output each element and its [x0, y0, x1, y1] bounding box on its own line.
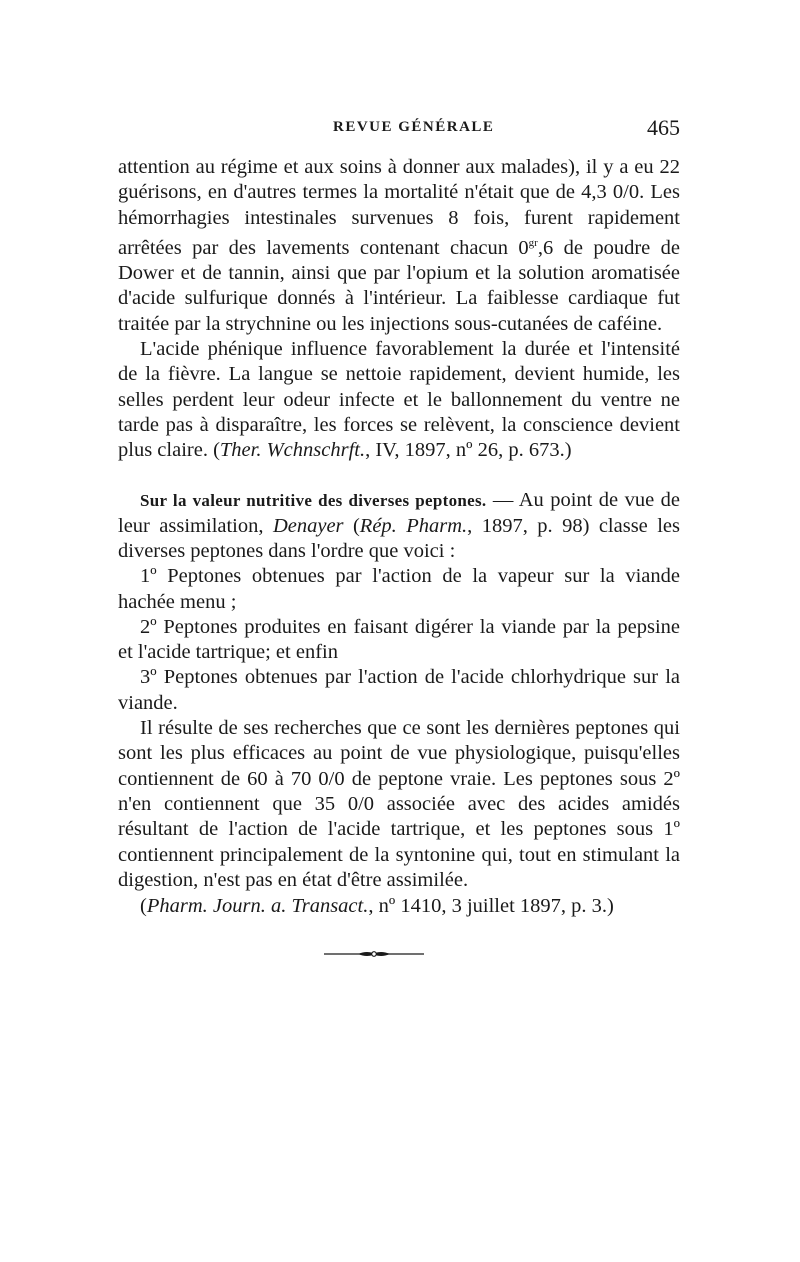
list-item [118, 665, 680, 716]
text-segment: — Au point de vue de leur assimilation, [118, 489, 680, 537]
end-ornament-icon [324, 949, 424, 959]
journal-citation: Rép. Pharm. [359, 514, 468, 537]
article-body [118, 155, 680, 919]
page-number: 465 [647, 115, 680, 140]
running-title: REVUE GÉNÉRALE [333, 119, 495, 135]
text-segment: , 1897, p. 98) classe les diverses peptones dans l'ordre que voici : [118, 514, 680, 562]
page [118, 115, 680, 959]
text-segment: , IV, 1897, nº 26, p. 673.) [365, 439, 572, 462]
list-marker-ref: 1º [663, 818, 680, 841]
list-text: Peptones obtenues par l'action de l'acide chlorhydrique sur la viande. [118, 666, 680, 714]
list-item [118, 615, 680, 666]
text-segment: attention au régime et aux soins à donner aux malades), il y a eu 22 guérisons, en d'autres termes la mortalité n'était que de 4,3 0/0. Les hémorrhagies intestinales survenues 8 fois, furent rapidement arrêtées par des lavements contenant chacun 0 [118, 156, 680, 259]
paragraph-continued [118, 155, 680, 337]
list-marker: 3º [140, 666, 157, 689]
list-marker-ref: 2º [663, 767, 680, 790]
list-text: Peptones produites en faisant digérer la viande par la pepsine et l'acide tartrique; et enfin [118, 615, 680, 664]
text-segment: ( [140, 895, 147, 918]
reference-line [118, 894, 680, 919]
running-head [118, 115, 680, 145]
list-item [118, 564, 680, 615]
list-marker: 2º [140, 615, 157, 638]
paragraph-peptones-intro [118, 488, 680, 564]
text-segment: contiennent principalement de la syntonine qui, tout en stimulant la digestion, n'est pas en état d'être assimilée. [118, 843, 680, 891]
superscript-gr: gr [528, 236, 538, 249]
list-text: Peptones obtenues par l'action de la vapeur sur la viande hachée menu ; [118, 565, 680, 613]
text-segment: , nº 1410, 3 juillet 1897, p. 3.) [368, 895, 614, 918]
section-spacer [118, 463, 680, 488]
text-segment: L'acide phénique influence favorablement la durée et l'intensité de la fièvre. La langue se nettoie rapidement, devient humide, les selles perdent leur odeur infecte et le ballonnement du ventre ne tarde pas à disparaître, les forces se relèvent, la conscience devient plus claire. ( [118, 337, 680, 462]
text-segment: n'en contiennent que 35 0/0 associée avec des acides amidés résultant de l'action de l'acide tartrique, et les peptones sous [118, 792, 680, 841]
paragraph-acide-phenique [118, 337, 680, 463]
author-name: Denayer [272, 514, 344, 537]
journal-citation: Ther. Wchnschrft. [219, 439, 366, 462]
paragraph-results [118, 716, 680, 893]
journal-citation: Pharm. Journ. a. Transact. [146, 895, 369, 918]
text-segment: ( [343, 514, 360, 537]
text-segment: ,6 de poudre de Dower et de tannin, ainsi que par l'opium et la solution aromatisée d'acide sulfurique donnés à l'intérieur. La faiblesse cardiaque fut traitée par la strychnine ou les injections sous-cutanées de caféine. [118, 236, 680, 335]
text-segment: Il résulte de ses recherches que ce sont les dernières peptones qui sont les plus efficaces au point de vue physiologique, puisqu'elles contiennent de 60 à 70 0/0 de peptone vraie. Les peptones sous [118, 717, 680, 790]
list-marker: 1º [140, 565, 157, 588]
section-title: Sur la valeur nutritive des diverses peptones. [140, 491, 487, 511]
